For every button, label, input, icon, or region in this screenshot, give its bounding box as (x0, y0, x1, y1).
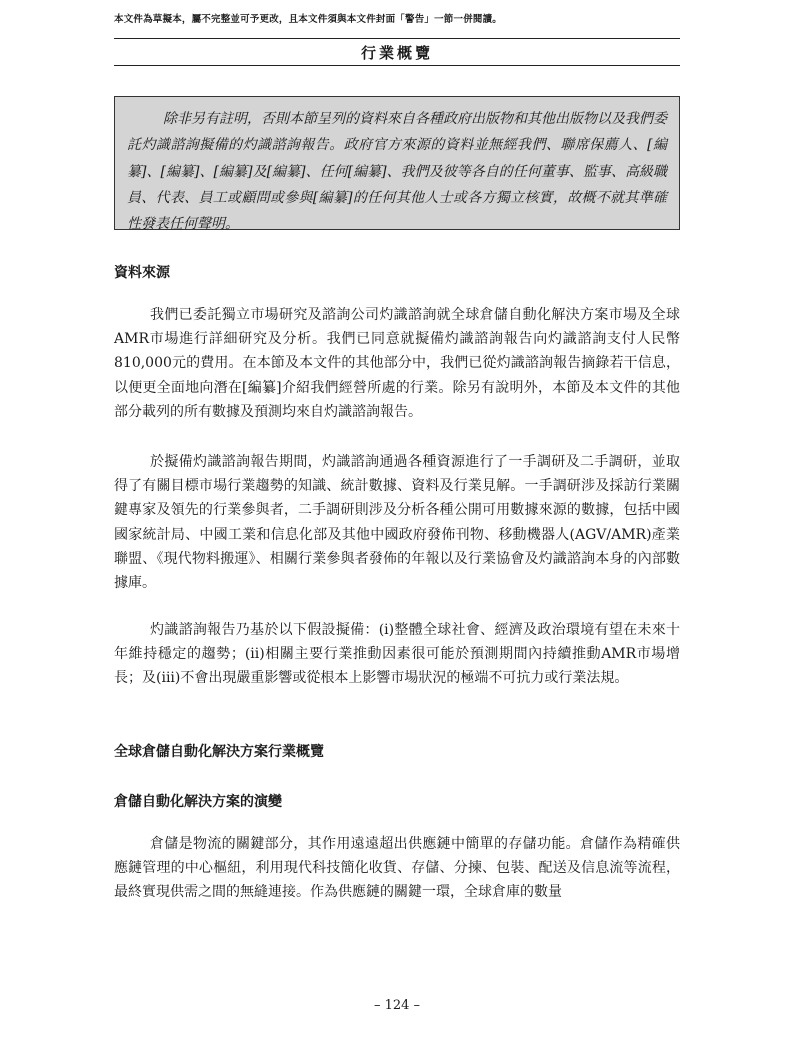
paragraph-evolution (114, 832, 680, 905)
paragraph-text: 灼識諮詢報告乃基於以下假設擬備：(i)整體全球社會、經濟及政治環境有望在未來十年維持穩定的趨勢；(ii)相關主要行業推動因素很可能於預測期間內持續推動AMR市場增長；及(iii)不會出現嚴重影響或從根本上影響市場狀況的極端不可抗力或行業法規。 (114, 622, 680, 687)
heading-data-sources: 資料來源 (114, 265, 170, 281)
paragraph-sources-1 (114, 303, 680, 424)
heading-evolution: 倉儲自動化解決方案的演變 (114, 794, 282, 810)
paragraph-text: 倉儲是物流的關鍵部分，其作用遠遠超出供應鏈中簡單的存儲功能。倉儲作為精確供應鏈管理的中心樞紐，利用現代科技簡化收貨、存儲、分揀、包裝、配送及信息流等流程，最終實現供需之間的無縫連接。作為供應鏈的關鍵一環，全球倉庫的數量 (114, 836, 680, 901)
heading-industry-overview: 全球倉儲自動化解決方案行業概覽 (114, 744, 324, 760)
header-top-rule (114, 38, 680, 39)
page-number: – 124 – (373, 998, 421, 1013)
header-bottom-rule (114, 65, 680, 66)
paragraph-text: 於擬備灼識諮詢報告期間，灼識諮詢通過各種資源進行了一手調研及二手調研，並取得了有關目標市場行業趨勢的知識、統計數據、資料及行業見解。一手調研涉及採訪行業關鍵專家及領先的行業參與者，二手調研則涉及分析各種公開可用數據來源的數據，包括中國國家統計局、中國工業和信息化部及其他中國政府發佈刊物、移動機器人(AGV/AMR)產業聯盟、《現代物料搬運》、相關行業參與者發佈的年報以及行業協會及灼識諮詢本身的內部數據庫。 (114, 454, 680, 592)
section-title: 行業概覽 (360, 44, 433, 62)
paragraph-text: 我們已委託獨立市場研究及諮詢公司灼識諮詢就全球倉儲自動化解決方案市場及全球AMR市場進行詳細研究及分析。我們已同意就擬備灼識諮詢報告向灼識諮詢支付人民幣810,000元的費用。在本節及本文件的其他部分中，我們已從灼識諮詢報告摘錄若干信息，以便更全面地向潛在[編纂]介紹我們經營所處的行業。除另有說明外，本節及本文件的其他部分載列的所有數據及預測均來自灼識諮詢報告。 (114, 307, 680, 420)
paragraph-sources-3 (114, 618, 680, 691)
draft-warning-banner: 本文件為草擬本，屬不完整並可予更改，且本文件須與本文件封面「警告」一節一併閱讀。 (114, 14, 503, 25)
disclaimer-text: 除非另有註明，否則本節呈列的資料來自各種政府出版物和其他出版物以及我們委託灼識諮詢擬備的灼識諮詢報告。政府官方來源的資料並無經我們、聯席保薦人、[編纂]、[編纂]、[編纂]及[編纂]、任何[編纂]、我們及彼等各自的任何董事、監事、高級職員、代表、員工或顧問或參與[編纂]的任何其他人士或各方獨立核實，故概不就其準確性發表任何聲明。 (127, 111, 667, 233)
disclaimer-box (114, 96, 680, 233)
paragraph-sources-2 (114, 450, 680, 595)
